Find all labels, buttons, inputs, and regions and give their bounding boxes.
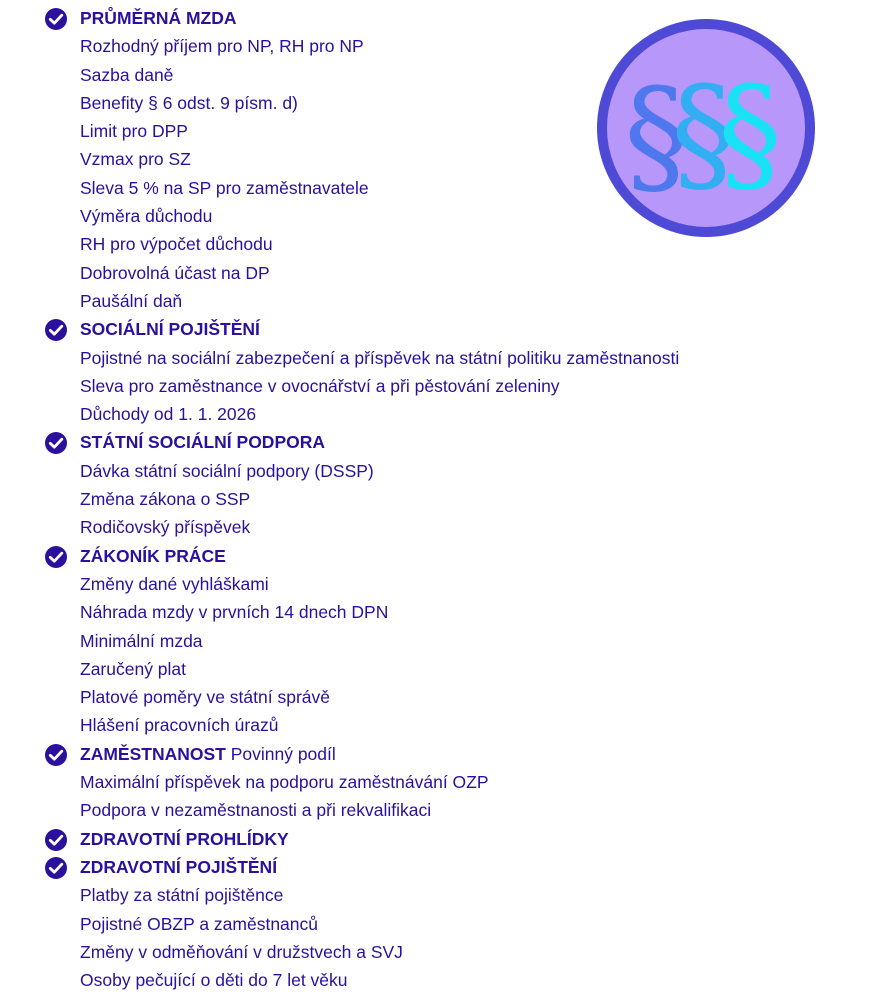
list-item-label: Pojistné na sociální zabezpečení a příspěvek na státní politiku zaměstnanosti [80, 347, 680, 368]
check-circle-icon [44, 7, 68, 31]
check-circle-icon [44, 431, 68, 455]
list-item-label: Podpora v nezaměstnanosti a při rekvalifikaci [80, 800, 432, 821]
list-item[interactable] [0, 683, 876, 711]
list-item-label: Vzmax pro SZ [80, 149, 191, 170]
list-item-label: Minimální mzda [80, 630, 203, 651]
list-item[interactable] [0, 570, 876, 598]
list-item[interactable] [0, 400, 876, 428]
section-heading[interactable] [0, 825, 876, 853]
list-item-label: Pojistné OBZP a zaměstnanců [80, 913, 318, 934]
list-item[interactable] [0, 598, 876, 626]
list-item-label: Zaručený plat [80, 658, 187, 679]
list-item[interactable] [0, 966, 876, 994]
section-heading[interactable] [0, 853, 876, 881]
section-heading[interactable] [0, 740, 876, 768]
check-circle-icon [44, 856, 68, 880]
list-item-label: Sazba daně [80, 64, 174, 85]
list-item-label: RH pro výpočet důchodu [80, 234, 273, 255]
list-item-label: Platby za státní pojištěnce [80, 885, 284, 906]
list-item-label: Změny v odměňování v družstvech a SVJ [80, 941, 403, 962]
list-item[interactable] [0, 287, 876, 315]
list-item-label: Limit pro DPP [80, 121, 188, 142]
section-title: STÁTNÍ SOCIÁLNÍ PODPORA [80, 432, 326, 453]
list-item[interactable] [0, 796, 876, 824]
check-circle-icon [44, 743, 68, 767]
list-item[interactable] [0, 344, 876, 372]
check-circle-icon [44, 828, 68, 852]
list-item-label: Maximální příspěvek na podporu zaměstnávání OZP [80, 772, 489, 793]
list-item-label: Benefity § 6 odst. 9 písm. d) [80, 92, 298, 113]
section-heading[interactable] [0, 428, 876, 456]
section-heading[interactable] [0, 542, 876, 570]
list-item-label: Rodičovský příspěvek [80, 517, 251, 538]
list-item[interactable] [0, 881, 876, 909]
list-item-label: Dobrovolná účast na DP [80, 262, 270, 283]
list-item-label: Paušální daň [80, 290, 183, 311]
section-heading[interactable] [0, 315, 876, 343]
paragraph-glyph-3: § [718, 60, 782, 209]
list-item[interactable] [0, 513, 876, 541]
section-title: ZAMĚSTNANOST [80, 743, 226, 764]
list-item[interactable] [0, 655, 876, 683]
list-item-label: Důchody od 1. 1. 2026 [80, 404, 257, 425]
list-item[interactable] [0, 711, 876, 739]
list-item[interactable] [0, 372, 876, 400]
list-item-label: Rozhodný příjem pro NP, RH pro NP [80, 36, 364, 57]
check-circle-icon [44, 318, 68, 342]
list-item[interactable] [0, 938, 876, 966]
list-item-label: Změny dané vyhláškami [80, 573, 269, 594]
paragraph-glyph-2: § [671, 60, 735, 209]
list-item-label: Sleva pro zaměstnance v ovocnářství a při pěstování zeleniny [80, 375, 560, 396]
list-item[interactable] [0, 910, 876, 938]
list-item[interactable] [0, 768, 876, 796]
list-item-label: Změna zákona o SSP [80, 489, 251, 510]
list-item-label: Hlášení pracovních úrazů [80, 715, 279, 736]
check-circle-icon [44, 545, 68, 569]
list-item-label: Dávka státní sociální podpory (DSSP) [80, 460, 374, 481]
section-title: ZDRAVOTNÍ POJIŠTĚNÍ [80, 856, 278, 877]
list-item-label: Sleva 5 % na SP pro zaměstnavatele [80, 177, 369, 198]
list-item-label: Náhrada mzdy v prvních 14 dnech DPN [80, 602, 389, 623]
list-item-label: Platové poměry ve státní správě [80, 687, 330, 708]
list-item[interactable] [0, 457, 876, 485]
list-item[interactable] [0, 627, 876, 655]
list-item[interactable] [0, 259, 876, 287]
list-item[interactable] [0, 485, 876, 513]
list-item-label: Osoby pečující o děti do 7 let věku [80, 970, 348, 991]
section-extra-link[interactable]: Povinný podíl [230, 743, 336, 764]
list-item-label: Výměra důchodu [80, 206, 213, 227]
section-title: SOCIÁLNÍ POJIŠTĚNÍ [80, 319, 260, 340]
section-title: ZDRAVOTNÍ PROHLÍDKY [80, 828, 289, 849]
section-title: PRŮMĚRNÁ MZDA [80, 8, 237, 28]
paragraph-glyph-1: § [624, 62, 688, 211]
section-title: ZÁKONÍK PRÁCE [80, 545, 226, 566]
paragraph-logo [596, 18, 816, 238]
